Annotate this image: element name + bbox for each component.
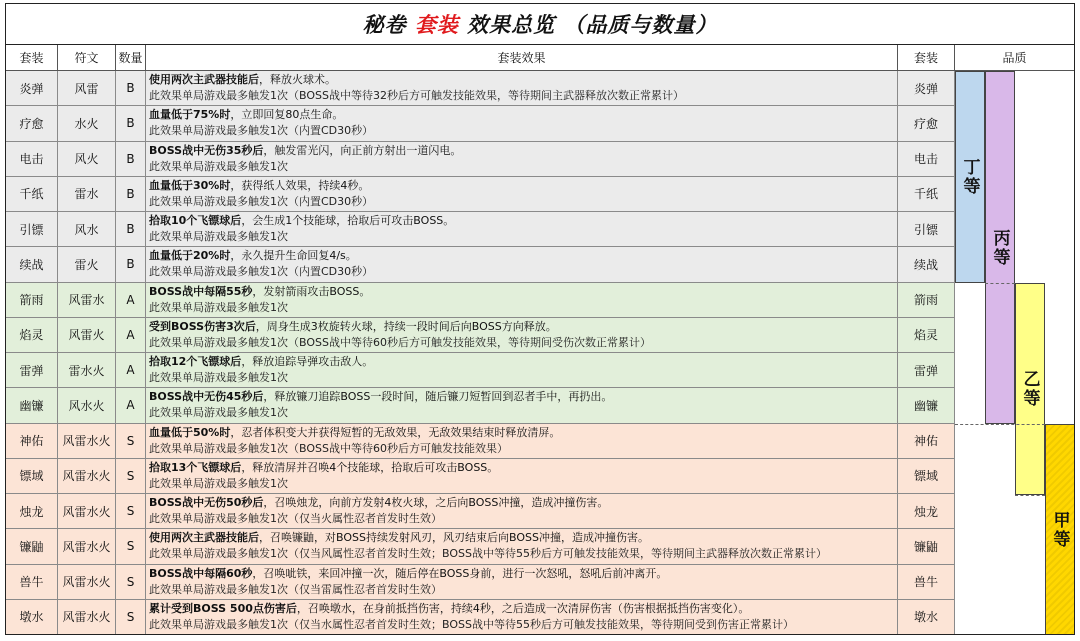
effect-limit-note: 此效果单局游戏最多触发1次 [149,406,288,420]
effect-limit-note: 此效果单局游戏最多触发1次（仅当雷属性忍者首发时生效） [149,582,442,596]
set-name-right-cell: 雷弹 [898,353,955,387]
count-cell: A [116,388,146,422]
effect-trigger: 血量低于30%时 [149,178,231,192]
grade-bing-label: 丙等 [989,228,1010,267]
header-count: 数量 [116,45,146,71]
count-cell: S [116,529,146,563]
count-cell: S [116,424,146,458]
rune-cell: 水火 [58,106,116,140]
grade-ding-label: 丁等 [959,158,980,196]
effect-description: ，发射箭雨攻击BOSS。 [252,284,371,298]
effect-description: ，忍者体积变大并获得短暂的无敌效果，无敌效果结束时释放清屏。 [230,425,561,439]
rune-cell: 风火 [58,142,116,176]
rune-cell: 风水 [58,212,116,246]
header-set-right: 套装 [898,45,955,71]
effect-description: ，永久提升生命回复4/s。 [230,249,357,263]
rune-cell: 风雷水 [58,283,116,317]
effect-trigger: BOSS战中无伤35秒后 [149,143,264,157]
effect-description: ，立即回复80点生命。 [230,108,344,122]
effect-limit-note: 此效果单局游戏最多触发1次 [149,371,288,385]
effect-limit-note: 此效果单局游戏最多触发1次（BOSS战中等待32秒后方可触发技能效果，等待期间主武器释放次数正常累计） [149,89,684,103]
set-name-cell: 兽牛 [5,565,58,599]
header-quality: 品质 [955,45,1075,71]
header-effect: 套装效果 [146,45,898,71]
effect-trigger: BOSS战中每隔60秒 [149,566,253,580]
title-suffix: 效果总览 （品质与数量） [458,12,718,37]
effect-trigger: 血量低于75%时 [149,108,231,122]
rune-cell: 风雷水火 [58,494,116,528]
count-cell: A [116,318,146,352]
rune-cell: 雷火 [58,247,116,281]
header-rune: 符文 [58,45,116,71]
effect-limit-note: 此效果单局游戏最多触发1次（BOSS战中等待60秒后方可触发技能效果，等待期间受伤次数正常累计） [149,335,651,349]
set-name-right-cell: 神佑 [898,424,955,458]
set-name-cell: 雷弹 [5,353,58,387]
effect-limit-note: 此效果单局游戏最多触发1次（仅当火属性忍者首发时生效） [149,512,442,526]
effect-limit-note: 此效果单局游戏最多触发1次（内置CD30秒） [149,194,374,208]
set-name-right-cell: 镰鼬 [898,529,955,563]
effect-description: ，释放镰刀追踪BOSS一段时间，随后镰刀短暂回到忍者手中，再扔出。 [263,390,613,404]
set-name-cell: 焰灵 [5,318,58,352]
effect-description: ，触发雷光闪，向正前方射出一道闪电。 [263,143,462,157]
count-cell: B [116,71,146,105]
set-name-cell: 炎弹 [5,71,58,105]
count-cell: B [116,106,146,140]
grade-yi-label: 乙等 [1019,370,1040,408]
count-cell: S [116,600,146,634]
rune-cell: 雷水 [58,177,116,211]
count-cell: S [116,494,146,528]
set-name-right-cell: 烛龙 [898,494,955,528]
rune-cell: 风雷水火 [58,459,116,493]
rune-cell: 风雷火 [58,318,116,352]
effect-limit-note: 此效果单局游戏最多触发1次 [149,476,288,490]
rune-cell: 风水火 [58,388,116,422]
effect-trigger: BOSS战中无伤50秒后 [149,496,264,510]
set-name-right-cell: 引镖 [898,212,955,246]
set-name-cell: 千纸 [5,177,58,211]
count-cell: B [116,142,146,176]
title-highlight: 套装 [414,12,459,37]
set-name-right-cell: 兽牛 [898,565,955,599]
set-name-cell: 镖域 [5,459,58,493]
set-name-right-cell: 墩水 [898,600,955,634]
set-name-right-cell: 千纸 [898,177,955,211]
effect-trigger: BOSS战中每隔55秒 [149,284,253,298]
table-frame [5,3,1075,635]
rune-cell: 风雷水火 [58,600,116,634]
effect-description: ，会生成1个技能球，拾取后可攻击BOSS。 [241,214,455,228]
effect-description: ，释放火球术。 [259,73,336,87]
rune-cell: 风雷水火 [58,529,116,563]
effect-description: ，释放追踪导弹攻击敌人。 [241,355,374,369]
set-name-right-cell: 电击 [898,142,955,176]
count-cell: S [116,459,146,493]
effect-trigger: 使用两次主武器技能后 [149,531,259,545]
effect-description: ，周身生成3枚旋转火球，持续一段时间后向BOSS方向释放。 [255,319,557,333]
effect-limit-note: 此效果单局游戏最多触发1次（仅当水属性忍者首发时生效；BOSS战中等待55秒后方可触发技能效果，等待期间受到伤害正常累计） [149,617,794,631]
effect-description: ，召唤呲铁，来回冲撞一次，随后停在BOSS身前，进行一次怒吼，怒吼后前冲离开。 [252,566,668,580]
effect-trigger: BOSS战中无伤45秒后 [149,390,264,404]
set-name-right-cell: 幽镰 [898,388,955,422]
set-name-right-cell: 箭雨 [898,283,955,317]
set-name-cell: 幽镰 [5,388,58,422]
set-name-cell: 疗愈 [5,106,58,140]
effect-description: ，召唤墩水，在身前抵挡伤害，持续4秒，之后造成一次清屏伤害（伤害根据抵挡伤害变化）。 [296,601,750,615]
title-prefix: 秘卷 [362,12,415,37]
set-name-cell: 引镖 [5,212,58,246]
set-name-right-cell: 续战 [898,247,955,281]
effect-trigger: 受到BOSS伤害3次后 [149,319,256,333]
set-name-cell: 神佑 [5,424,58,458]
effect-trigger: 拾取13个飞镖球后 [149,460,242,474]
count-cell: B [116,212,146,246]
set-name-right-cell: 镖域 [898,459,955,493]
set-name-cell: 箭雨 [5,283,58,317]
set-name-right-cell: 焰灵 [898,318,955,352]
rune-cell: 雷水火 [58,353,116,387]
effect-description: ，释放清屏并召唤4个技能球，拾取后可攻击BOSS。 [241,460,499,474]
set-name-cell: 续战 [5,247,58,281]
effect-limit-note: 此效果单局游戏最多触发1次（BOSS战中等待60秒后方可触发技能效果） [149,441,508,455]
effect-limit-note: 此效果单局游戏最多触发1次（内置CD30秒） [149,124,374,138]
effect-limit-note: 此效果单局游戏最多触发1次 [149,230,288,244]
effect-limit-note: 此效果单局游戏最多触发1次 [149,159,288,173]
count-cell: B [116,177,146,211]
set-name-cell: 烛龙 [5,494,58,528]
rune-cell: 风雷水火 [58,424,116,458]
effect-limit-note: 此效果单局游戏最多触发1次 [149,300,288,314]
set-name-cell: 墩水 [5,600,58,634]
grade-jia-label: 甲等 [1049,510,1070,549]
set-name-cell: 电击 [5,142,58,176]
count-cell: A [116,353,146,387]
header-set: 套装 [5,45,58,71]
effect-description: ，获得纸人效果，持续4秒。 [230,178,370,192]
set-name-right-cell: 疗愈 [898,106,955,140]
rune-cell: 风雷水火 [58,565,116,599]
effect-limit-note: 此效果单局游戏最多触发1次（仅当风属性忍者首发时生效；BOSS战中等待55秒后方可触发技能效果，等待期间主武器释放次数正常累计） [149,547,827,561]
count-cell: B [116,247,146,281]
count-cell: S [116,565,146,599]
set-name-cell: 镰鼬 [5,529,58,563]
effect-description: ，召唤烛龙，向前方发射4枚火球，之后向BOSS冲撞，造成冲撞伤害。 [263,496,609,510]
effect-trigger: 拾取10个飞镖球后 [149,214,242,228]
effect-description: ，召唤镰鼬，对BOSS持续发射风刃，风刃结束后向BOSS冲撞，造成冲撞伤害。 [259,531,649,545]
set-name-right-cell: 炎弹 [898,71,955,105]
effect-limit-note: 此效果单局游戏最多触发1次（内置CD30秒） [149,265,374,279]
effect-trigger: 累计受到BOSS 500点伤害后 [149,601,297,615]
effect-trigger: 血量低于50%时 [149,425,231,439]
rune-cell: 风雷 [58,71,116,105]
effect-trigger: 使用两次主武器技能后 [149,73,259,87]
effect-trigger: 拾取12个飞镖球后 [149,355,242,369]
effect-trigger: 血量低于20%时 [149,249,231,263]
count-cell: A [116,283,146,317]
